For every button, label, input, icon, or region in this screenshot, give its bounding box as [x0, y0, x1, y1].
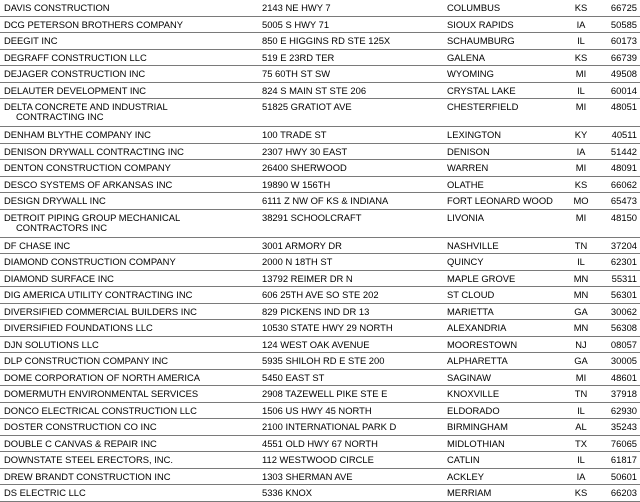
- table-row: [0, 66, 640, 83]
- street-address: 2143 NE HWY 7: [262, 2, 331, 13]
- street-address: 3001 ARMORY DR: [262, 239, 342, 251]
- table-row: [0, 403, 640, 420]
- street-address: 519 E 23RD TER: [262, 51, 335, 63]
- state: IA: [576, 18, 586, 30]
- company-name-line2: CONTRACTORS INC: [16, 221, 107, 233]
- state: IA: [576, 470, 586, 482]
- company-name-line1: DONCO ELECTRICAL CONSTRUCTION LLC: [4, 404, 197, 416]
- city: MERRIAM: [447, 487, 492, 498]
- company-name-line1: DOME CORPORATION OF NORTH AMERICA: [4, 371, 201, 383]
- company-name: [4, 36, 244, 46]
- city: DENISON: [447, 145, 490, 157]
- zip-code: 48091: [610, 162, 637, 173]
- company-name-line1: DEEGIT INC: [4, 35, 58, 46]
- company-name-line2: CONTRACTING INC: [16, 111, 104, 122]
- table-row: [0, 386, 640, 403]
- city: BIRMINGHAM: [447, 421, 508, 432]
- city: LIVONIA: [447, 211, 484, 223]
- street-address: 829 PICKENS IND DR 13: [262, 305, 370, 317]
- street-address: 850 E HIGGINS RD STE 125X: [262, 35, 391, 46]
- company-name: [4, 389, 244, 399]
- zip-code: 30005: [610, 355, 637, 366]
- street-address: 100 TRADE ST: [262, 129, 327, 140]
- city: SAGINAW: [447, 371, 491, 383]
- city: SCHAUMBURG: [447, 35, 515, 46]
- street-address: 5336 KNOX: [262, 487, 313, 498]
- city: ELDORADO: [447, 404, 500, 416]
- city: KNOXVILLE: [447, 388, 500, 399]
- table-row: [0, 370, 640, 387]
- state: MN: [573, 272, 589, 284]
- city: WYOMING: [447, 68, 494, 79]
- table-row: [0, 17, 640, 34]
- street-address: 124 WEST OAK AVENUE: [262, 338, 370, 350]
- state: MI: [575, 162, 587, 173]
- company-name: [4, 69, 244, 79]
- street-address: 38291 SCHOOLCRAFT: [262, 211, 362, 223]
- company-name: [4, 307, 244, 317]
- table-row: [0, 193, 640, 210]
- zip-code: 35243: [610, 421, 637, 432]
- city: WARREN: [447, 162, 489, 173]
- table-row: [0, 0, 640, 17]
- company-name-line1: DENHAM BLYTHE COMPANY INC: [4, 129, 151, 140]
- city: COLUMBUS: [447, 2, 501, 13]
- street-address: 6111 Z NW OF KS & INDIANA: [262, 195, 389, 206]
- table-row: [0, 210, 640, 238]
- street-address: 824 S MAIN ST STE 206: [262, 84, 367, 96]
- street-address: 10530 STATE HWY 29 NORTH: [262, 322, 393, 333]
- state: TN: [574, 388, 588, 399]
- table-row: [0, 469, 640, 486]
- state: IL: [577, 35, 585, 46]
- state: TX: [575, 437, 587, 449]
- company-name: [4, 102, 244, 122]
- company-name: [4, 488, 244, 498]
- company-name: [4, 323, 244, 333]
- state: MO: [573, 195, 589, 206]
- zip-code: 60173: [610, 35, 637, 46]
- state: MI: [575, 371, 587, 383]
- zip-code: 62930: [610, 404, 637, 416]
- zip-code: 65473: [610, 195, 637, 206]
- city: MAPLE GROVE: [447, 272, 516, 284]
- zip-code: 37204: [610, 239, 637, 251]
- state: KS: [574, 51, 588, 63]
- table-row: [0, 304, 640, 321]
- company-name-line1: DENTON CONSTRUCTION COMPANY: [4, 162, 171, 173]
- zip-code: 08057: [610, 338, 637, 350]
- company-name-line1: DLP CONSTRUCTION COMPANY INC: [4, 355, 169, 366]
- city: LEXINGTON: [447, 129, 502, 140]
- company-name-line1: DIAMOND CONSTRUCTION COMPANY: [4, 256, 176, 267]
- table-row: [0, 287, 640, 304]
- city: MOORESTOWN: [447, 338, 518, 350]
- zip-code: 51442: [610, 145, 637, 157]
- state: MN: [573, 289, 589, 300]
- street-address: 112 WESTWOOD CIRCLE: [262, 454, 374, 465]
- company-name-line1: DESCO SYSTEMS OF ARKANSAS INC: [4, 178, 173, 190]
- city: NASHVILLE: [447, 239, 499, 251]
- company-name: [4, 340, 244, 350]
- company-name-line1: DIAMOND SURFACE INC: [4, 272, 114, 284]
- street-address: 2307 HWY 30 EAST: [262, 145, 348, 157]
- street-address: 13792 REIMER DR N: [262, 272, 353, 284]
- company-name-line1: DOSTER CONSTRUCTION CO INC: [4, 421, 157, 432]
- table-row: [0, 254, 640, 271]
- state: IL: [577, 256, 585, 267]
- company-name-line1: DAVIS CONSTRUCTION: [4, 2, 110, 13]
- table-row: [0, 452, 640, 469]
- street-address: 1506 US HWY 45 NORTH: [262, 404, 372, 416]
- city: SIOUX RAPIDS: [447, 18, 514, 30]
- zip-code: 40511: [611, 129, 637, 140]
- state: KY: [574, 129, 588, 140]
- company-name-line1: DETROIT PIPING GROUP MECHANICAL: [4, 211, 181, 223]
- state: MI: [575, 101, 587, 112]
- street-address: 5450 EAST ST: [262, 371, 325, 383]
- city: QUINCY: [447, 256, 484, 267]
- city: GALENA: [447, 51, 486, 63]
- city: OLATHE: [447, 178, 484, 190]
- table-row: [0, 436, 640, 453]
- city: ACKLEY: [447, 470, 484, 482]
- zip-code: 56301: [610, 289, 637, 300]
- company-name-line1: DEGRAFF CONSTRUCTION LLC: [4, 51, 147, 63]
- company-name: [4, 274, 244, 284]
- street-address: 51825 GRATIOT AVE: [262, 101, 352, 112]
- city: FORT LEONARD WOOD: [447, 195, 553, 206]
- company-name-line1: DREW BRANDT CONSTRUCTION INC: [4, 470, 171, 482]
- table-row: [0, 238, 640, 255]
- zip-code: 50601: [610, 470, 637, 482]
- state: GA: [574, 305, 588, 317]
- company-name-line1: DOMERMUTH ENVIRONMENTAL SERVICES: [4, 388, 199, 399]
- street-address: 1303 SHERMAN AVE: [262, 470, 353, 482]
- state: IL: [577, 404, 585, 416]
- table-row: [0, 337, 640, 354]
- company-name-line1: DS ELECTRIC LLC: [4, 487, 86, 498]
- street-address: 606 25TH AVE SO STE 202: [262, 289, 379, 300]
- zip-code: 66725: [610, 2, 637, 13]
- city: ALEXANDRIA: [447, 322, 507, 333]
- company-name-line1: DJN SOLUTIONS LLC: [4, 338, 99, 350]
- company-name: [4, 130, 244, 140]
- table-row: [0, 485, 640, 502]
- street-address: 2908 TAZEWELL PIKE STE E: [262, 388, 388, 399]
- company-name: [4, 213, 244, 233]
- table-row: [0, 419, 640, 436]
- company-name-line1: DENISON DRYWALL CONTRACTING INC: [4, 145, 184, 157]
- city: MIDLOTHIAN: [447, 437, 505, 449]
- table-row: [0, 320, 640, 337]
- street-address: 2000 N 18TH ST: [262, 256, 333, 267]
- company-name-line1: DESIGN DRYWALL INC: [4, 195, 106, 206]
- company-name: [4, 163, 244, 173]
- company-name: [4, 196, 244, 206]
- company-name-line1: DOWNSTATE STEEL ERECTORS, INC.: [4, 454, 173, 465]
- zip-code: 37918: [610, 388, 637, 399]
- table-row: [0, 99, 640, 127]
- table-row: [0, 33, 640, 50]
- company-name: [4, 472, 244, 482]
- company-name: [4, 241, 244, 251]
- state: MI: [575, 68, 587, 79]
- state: IL: [577, 84, 585, 96]
- company-name-line1: DEJAGER CONSTRUCTION INC: [4, 68, 146, 79]
- zip-code: 61817: [610, 454, 637, 465]
- company-name: [4, 356, 244, 366]
- zip-code: 48051: [610, 101, 637, 112]
- company-name: [4, 180, 244, 190]
- state: MI: [575, 211, 587, 223]
- table-row: [0, 127, 640, 144]
- company-name: [4, 86, 244, 96]
- state: TN: [574, 239, 588, 251]
- company-name: [4, 373, 244, 383]
- zip-code: 55311: [611, 272, 637, 284]
- zip-code: 66739: [610, 51, 637, 63]
- company-name: [4, 147, 244, 157]
- company-name-line1: DIG AMERICA UTILITY CONTRACTING INC: [4, 289, 193, 300]
- table-row: [0, 177, 640, 194]
- city: MARIETTA: [447, 305, 494, 317]
- street-address: 5935 SHILOH RD E STE 200: [262, 355, 385, 366]
- company-name-line1: DELAUTER DEVELOPMENT INC: [4, 84, 147, 96]
- city: CRYSTAL LAKE: [447, 84, 516, 96]
- street-address: 26400 SHERWOOD: [262, 162, 347, 173]
- street-address: 19890 W 156TH: [262, 178, 331, 190]
- state: AL: [575, 421, 587, 432]
- company-name-line1: DF CHASE INC: [4, 239, 71, 251]
- city: CATLIN: [447, 454, 480, 465]
- state: KS: [574, 487, 588, 498]
- zip-code: 60014: [610, 84, 637, 96]
- state: IA: [576, 145, 586, 157]
- company-name-line1: DOUBLE C CANVAS & REPAIR INC: [4, 437, 157, 449]
- state: MN: [573, 322, 589, 333]
- city: ST CLOUD: [447, 289, 495, 300]
- table-row: [0, 144, 640, 161]
- company-name: [4, 53, 244, 63]
- company-name: [4, 3, 244, 13]
- company-name: [4, 422, 244, 432]
- company-name-line1: DIVERSIFIED COMMERCIAL BUILDERS INC: [4, 305, 197, 317]
- zip-code: 49508: [610, 68, 637, 79]
- zip-code: 76065: [610, 437, 637, 449]
- street-address: 75 60TH ST SW: [262, 68, 331, 79]
- street-address: 4551 OLD HWY 67 NORTH: [262, 437, 378, 449]
- state: KS: [574, 2, 588, 13]
- company-name: [4, 257, 244, 267]
- zip-code: 48601: [610, 371, 637, 383]
- zip-code: 66062: [610, 178, 637, 190]
- company-name-line1: DCG PETERSON BROTHERS COMPANY: [4, 18, 184, 30]
- zip-code: 50585: [610, 18, 637, 30]
- company-name: [4, 406, 244, 416]
- city: ALPHARETTA: [447, 355, 508, 366]
- zip-code: 66203: [610, 487, 637, 498]
- company-name-line1: DIVERSIFIED FOUNDATIONS LLC: [4, 322, 153, 333]
- state: NJ: [575, 338, 587, 350]
- zip-code: 48150: [610, 211, 637, 223]
- table-row: [0, 50, 640, 67]
- company-name: [4, 439, 244, 449]
- table-row: [0, 271, 640, 288]
- company-name-line1: DELTA CONCRETE AND INDUSTRIAL: [4, 101, 168, 112]
- zip-code: 30062: [610, 305, 637, 317]
- zip-code: 62301: [610, 256, 637, 267]
- company-name: [4, 290, 244, 300]
- street-address: 2100 INTERNATIONAL PARK D: [262, 421, 397, 432]
- street-address: 5005 S HWY 71: [262, 18, 330, 30]
- state: GA: [574, 355, 588, 366]
- table-row: [0, 353, 640, 370]
- state: IL: [577, 454, 585, 465]
- state: KS: [574, 178, 588, 190]
- company-name: [4, 455, 244, 465]
- city: CHESTERFIELD: [447, 101, 519, 112]
- table-row: [0, 83, 640, 100]
- company-name: [4, 20, 244, 30]
- table-row: [0, 160, 640, 177]
- zip-code: 56308: [610, 322, 637, 333]
